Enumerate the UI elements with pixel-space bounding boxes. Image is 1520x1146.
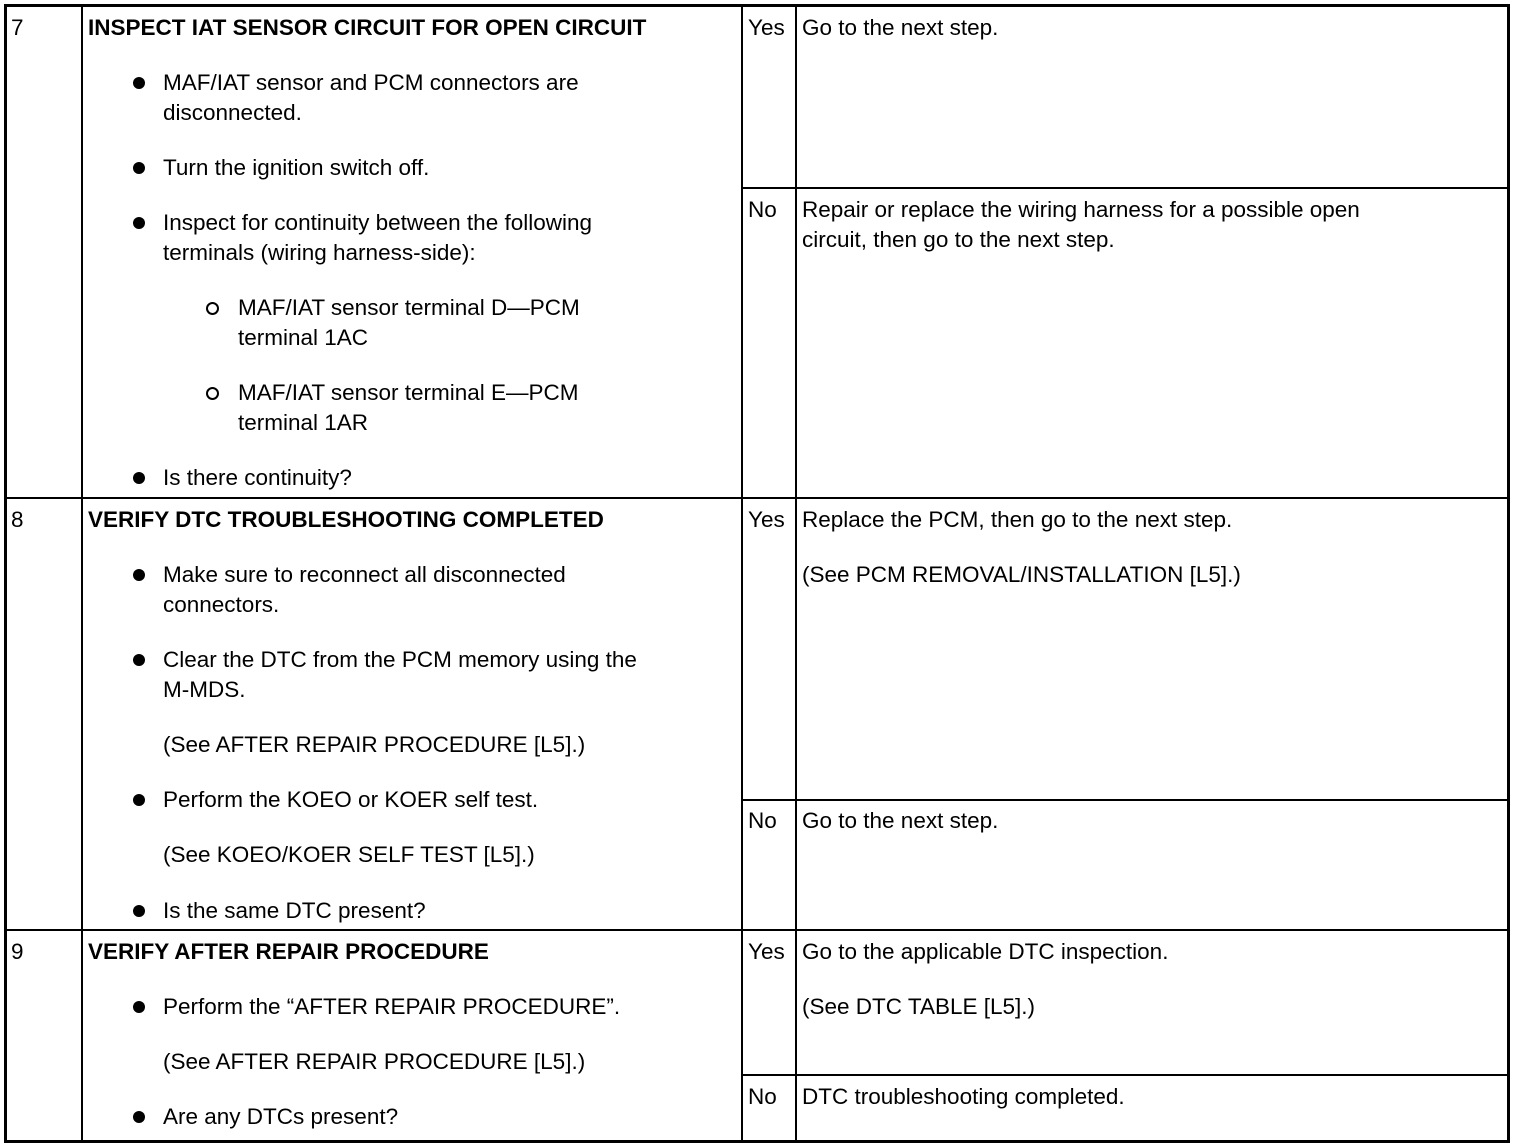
no-label: No [748,1084,777,1109]
yes-reference: (See DTC TABLE [L5].) [802,994,1035,1019]
row-divider [4,497,1507,499]
instruction-line: M-MDS. [163,677,246,702]
no-action: Repair or replace the wiring harness for a possible open [802,197,1360,222]
instruction-line: terminals (wiring harness-side): [163,240,476,265]
instruction-line: Clear the DTC from the PCM memory using the [163,647,637,672]
instruction-line: MAF/IAT sensor terminal E—PCM [238,380,579,405]
step-title: VERIFY AFTER REPAIR PROCEDURE [88,939,489,964]
yes-label: Yes [748,15,785,40]
yes-no-divider [741,1074,1507,1076]
bullet-icon [133,217,145,229]
yes-no-divider [741,187,1507,189]
no-action: circuit, then go to the next step. [802,227,1115,252]
instruction-line: Make sure to reconnect all disconnected [163,562,566,587]
bullet-icon [133,77,145,89]
bullet-icon [133,1111,145,1123]
bullet-icon [133,794,145,806]
column-divider [741,4,743,1140]
instruction-line: Is the same DTC present? [163,898,426,923]
instruction-line: Inspect for continuity between the following [163,210,593,235]
instruction-line: Perform the KOEO or KOER self test. [163,787,539,812]
bullet-icon [133,472,145,484]
yes-label: Yes [748,939,785,964]
yes-no-divider [741,799,1507,801]
bullet-icon [133,162,145,174]
row-divider [4,929,1507,931]
instruction-line: Perform the “AFTER REPAIR PROCEDURE”. [163,994,621,1019]
bullet-icon [133,654,145,666]
yes-action: Go to the applicable DTC inspection. [802,939,1169,964]
yes-action: Go to the next step. [802,15,999,40]
yes-action: Replace the PCM, then go to the next step. [802,507,1233,532]
no-action: DTC troubleshooting completed. [802,1084,1125,1109]
instruction-line: disconnected. [163,100,302,125]
instruction-line: connectors. [163,592,280,617]
instruction-line: Turn the ignition switch off. [163,155,430,180]
instruction-line: MAF/IAT sensor and PCM connectors are [163,70,579,95]
reference-note: (See KOEO/KOER SELF TEST [L5].) [163,842,535,867]
yes-reference: (See PCM REMOVAL/INSTALLATION [L5].) [802,562,1241,587]
bullet-icon [133,905,145,917]
step-title: INSPECT IAT SENSOR CIRCUIT FOR OPEN CIRCUIT [88,15,647,40]
sub-bullet-icon [206,387,219,400]
step-number: 8 [11,507,24,532]
step-number: 7 [11,15,24,40]
no-label: No [748,808,777,833]
bullet-icon [133,1001,145,1013]
instruction-line: MAF/IAT sensor terminal D—PCM [238,295,580,320]
column-divider [81,4,83,1140]
reference-note: (See AFTER REPAIR PROCEDURE [L5].) [163,732,586,757]
instruction-line: terminal 1AC [238,325,369,350]
step-number: 9 [11,939,24,964]
step-title: VERIFY DTC TROUBLESHOOTING COMPLETED [88,507,604,532]
no-label: No [748,197,777,222]
instruction-line: terminal 1AR [238,410,369,435]
column-divider [795,4,797,1140]
no-action: Go to the next step. [802,808,999,833]
instruction-line: Are any DTCs present? [163,1104,399,1129]
bullet-icon [133,569,145,581]
reference-note: (See AFTER REPAIR PROCEDURE [L5].) [163,1049,586,1074]
sub-bullet-icon [206,302,219,315]
instruction-line: Is there continuity? [163,465,352,490]
yes-label: Yes [748,507,785,532]
